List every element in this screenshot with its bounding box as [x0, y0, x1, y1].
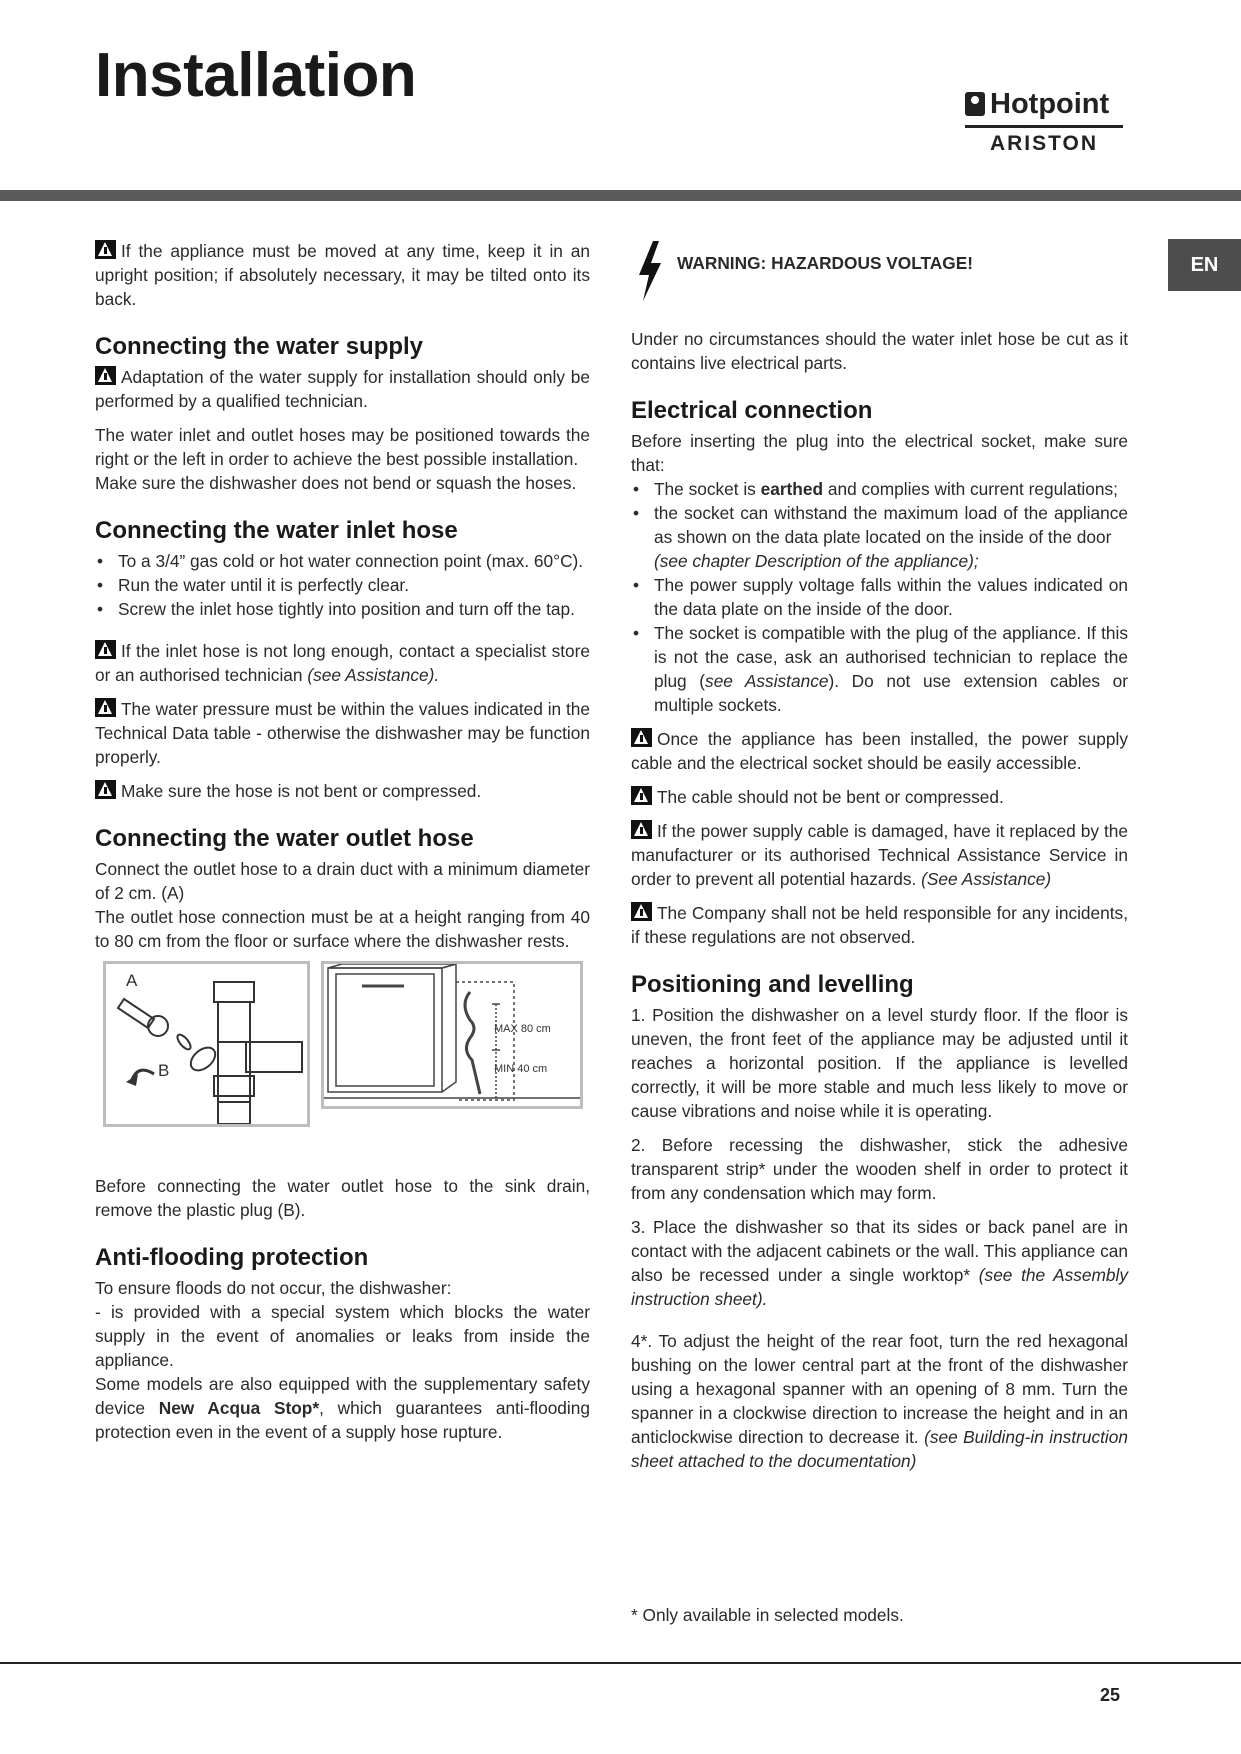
electrical-list	[631, 477, 1128, 717]
figure-label-a: A	[126, 971, 138, 990]
supply-paragraph: Make sure the dishwasher does not bend or squash the hoses.	[95, 473, 577, 493]
flood-paragraph: Some models are also equipped with the supplementary safety device New Acqua Stop*, which guarantees anti-flooding protection even in the event of a supply hose rupture.	[95, 1374, 590, 1442]
intro-warning: If the appliance must be moved at any time, keep it in an upright position; if absolutely necessary, it may be tilted onto its back.	[95, 241, 590, 309]
positioning-paragraph: 4*. To adjust the height of the rear foot, turn the red hexagonal bushing on the lower central part at the front of the dishwasher using a hexagonal spanner with an opening of 8 mm. Turn the spanner in a clockwise direction to increase the height and in an anticlockwise direction to decrease it. (see Building-in instruction sheet attached to the documentation)	[631, 1331, 1128, 1471]
voltage-warning	[631, 239, 1128, 305]
brand-name: Hotpoint	[990, 88, 1110, 120]
outlet-paragraph: Connect the outlet hose to a drain duct with a minimum diameter of 2 cm. (A)	[95, 859, 590, 903]
brand-logo	[965, 88, 1125, 156]
inlet-list	[95, 549, 590, 621]
brand-subname: ARISTON	[989, 132, 1099, 155]
supply-warning: Adaptation of the water supply for installation should only be performed by a qualified technician.	[95, 367, 590, 411]
page-number: 25	[1100, 1685, 1121, 1705]
positioning-paragraph: 1. Position the dishwasher on a level sturdy floor. If the floor is uneven, the front feet of the appliance may be adjusted until it reaches a horizontal position. If the appliance is levelled correctly, it will be more stable and much less likely to move or cause vibrations and noise while it is operating.	[631, 1005, 1128, 1121]
list-item: • Screw the inlet hose tightly into position and turn off the tap.	[95, 597, 590, 621]
warning-icon	[95, 780, 116, 799]
lightning-icon	[631, 239, 667, 305]
warning-icon	[631, 786, 652, 805]
outlet-figures	[95, 961, 590, 1156]
electrical-warning: Once the appliance has been installed, the power supply cable and the electrical socket should be easily accessible.	[631, 729, 1128, 773]
warning-icon	[95, 698, 116, 717]
figure-label-b: B	[158, 1061, 170, 1080]
footer-rule	[0, 1662, 1241, 1664]
outlet-height-drawing	[324, 964, 580, 1106]
outlet-paragraph: Before connecting the water outlet hose to the sink drain, remove the plastic plug (B).	[95, 1176, 590, 1220]
warning-icon	[631, 820, 652, 839]
inlet-heading: Connecting the water inlet hose	[95, 517, 458, 544]
pressure-warning: The water pressure must be within the values indicated in the Technical Data table - otherwise the dishwasher may be function properly.	[95, 699, 590, 767]
min-height-label: MIN 40 cm	[494, 1063, 548, 1075]
warning-icon	[95, 366, 116, 385]
warning-icon	[95, 240, 116, 259]
outlet-heading: Connecting the water outlet hose	[95, 825, 474, 852]
positioning-heading: Positioning and levelling	[631, 971, 914, 998]
header-rule	[0, 190, 1241, 201]
supply-heading: Connecting the water supply	[95, 333, 424, 360]
max-height-label: MAX 80 cm	[494, 1023, 551, 1035]
electrical-warning: If the power supply cable is damaged, have it replaced by the manufacturer or its authorised Technical Assistance Service in order to prevent all potential hazards. (See Assistance)	[631, 821, 1128, 889]
flood-paragraph: To ensure floods do not occur, the dishwasher:	[95, 1278, 452, 1298]
electrical-warning: The cable should not be bent or compressed.	[631, 785, 1128, 809]
list-item: • Run the water until it is perfectly clear.	[95, 573, 590, 597]
warning-icon	[631, 902, 652, 921]
hose-warning: Make sure the hose is not bent or compressed.	[95, 779, 590, 803]
logo-divider	[965, 125, 1123, 128]
brand-logo-top	[965, 88, 1125, 120]
voltage-title: WARNING: HAZARDOUS VOLTAGE!	[677, 253, 973, 273]
positioning-paragraph: 3. Place the dishwasher so that its sides or back panel are in contact with the adjacent cabinets or the wall. This appliance can also be recessed under a single worktop* (see the Assembly instruction sheet).	[631, 1217, 1129, 1309]
page-title: Installation	[95, 41, 417, 110]
list-item: • To a 3/4” gas cold or hot water connection point (max. 60°C).	[95, 549, 590, 573]
list-item: • The socket is compatible with the plug of the appliance. If this is not the case, ask an authorised technician to replace the plug (see Assistance). Do not use extension cables or multiple sockets.	[631, 621, 1128, 717]
right-column	[631, 239, 1128, 1483]
electrical-heading: Electrical connection	[631, 397, 873, 424]
warning-icon	[95, 640, 116, 659]
hotpoint-mark-icon	[965, 92, 985, 116]
left-column	[95, 239, 590, 1444]
electrical-warning: The Company shall not be held responsible for any incidents, if these regulations are not observed.	[631, 903, 1128, 947]
footnote: * Only available in selected models.	[631, 1605, 904, 1625]
language-tab: EN	[1168, 239, 1241, 291]
voltage-paragraph: Under no circumstances should the water inlet hose be cut as it contains live electrical parts.	[631, 329, 1128, 373]
warning-icon	[631, 728, 652, 747]
supply-paragraph: The water inlet and outlet hoses may be positioned towards the right or the left in order to achieve the best possible installation.	[95, 425, 590, 469]
outlet-paragraph: The outlet hose connection must be at a height ranging from 40 to 80 cm from the floor or surface where the dishwasher rests.	[95, 907, 590, 951]
outlet-height-figure	[321, 961, 583, 1109]
list-item: • The socket is earthed and complies with current regulations;	[631, 477, 1128, 501]
flood-heading: Anti-flooding protection	[95, 1244, 369, 1271]
list-item: • The power supply voltage falls within the values indicated on the data plate on the inside of the door.	[631, 573, 1128, 621]
electrical-intro: Before inserting the plug into the electrical socket, make sure that:	[631, 431, 1128, 475]
list-item: • the socket can withstand the maximum load of the appliance as shown on the data plate located on the inside of the door (see chapter Description of the appliance);	[631, 501, 1128, 573]
inlet-warning: If the inlet hose is not long enough, contact a specialist store or an authorised technician (see Assistance).	[95, 641, 590, 685]
positioning-paragraph: 2. Before recessing the dishwasher, stick the adhesive transparent strip* under the wooden shelf in order to protect it from any condensation which may form.	[631, 1135, 1128, 1203]
flood-paragraph: - is provided with a special system which blocks the water supply in the event of anomalies or leaks from inside the appliance.	[95, 1302, 590, 1370]
drain-connection-figure	[103, 961, 310, 1127]
drain-connection-drawing	[106, 964, 307, 1124]
